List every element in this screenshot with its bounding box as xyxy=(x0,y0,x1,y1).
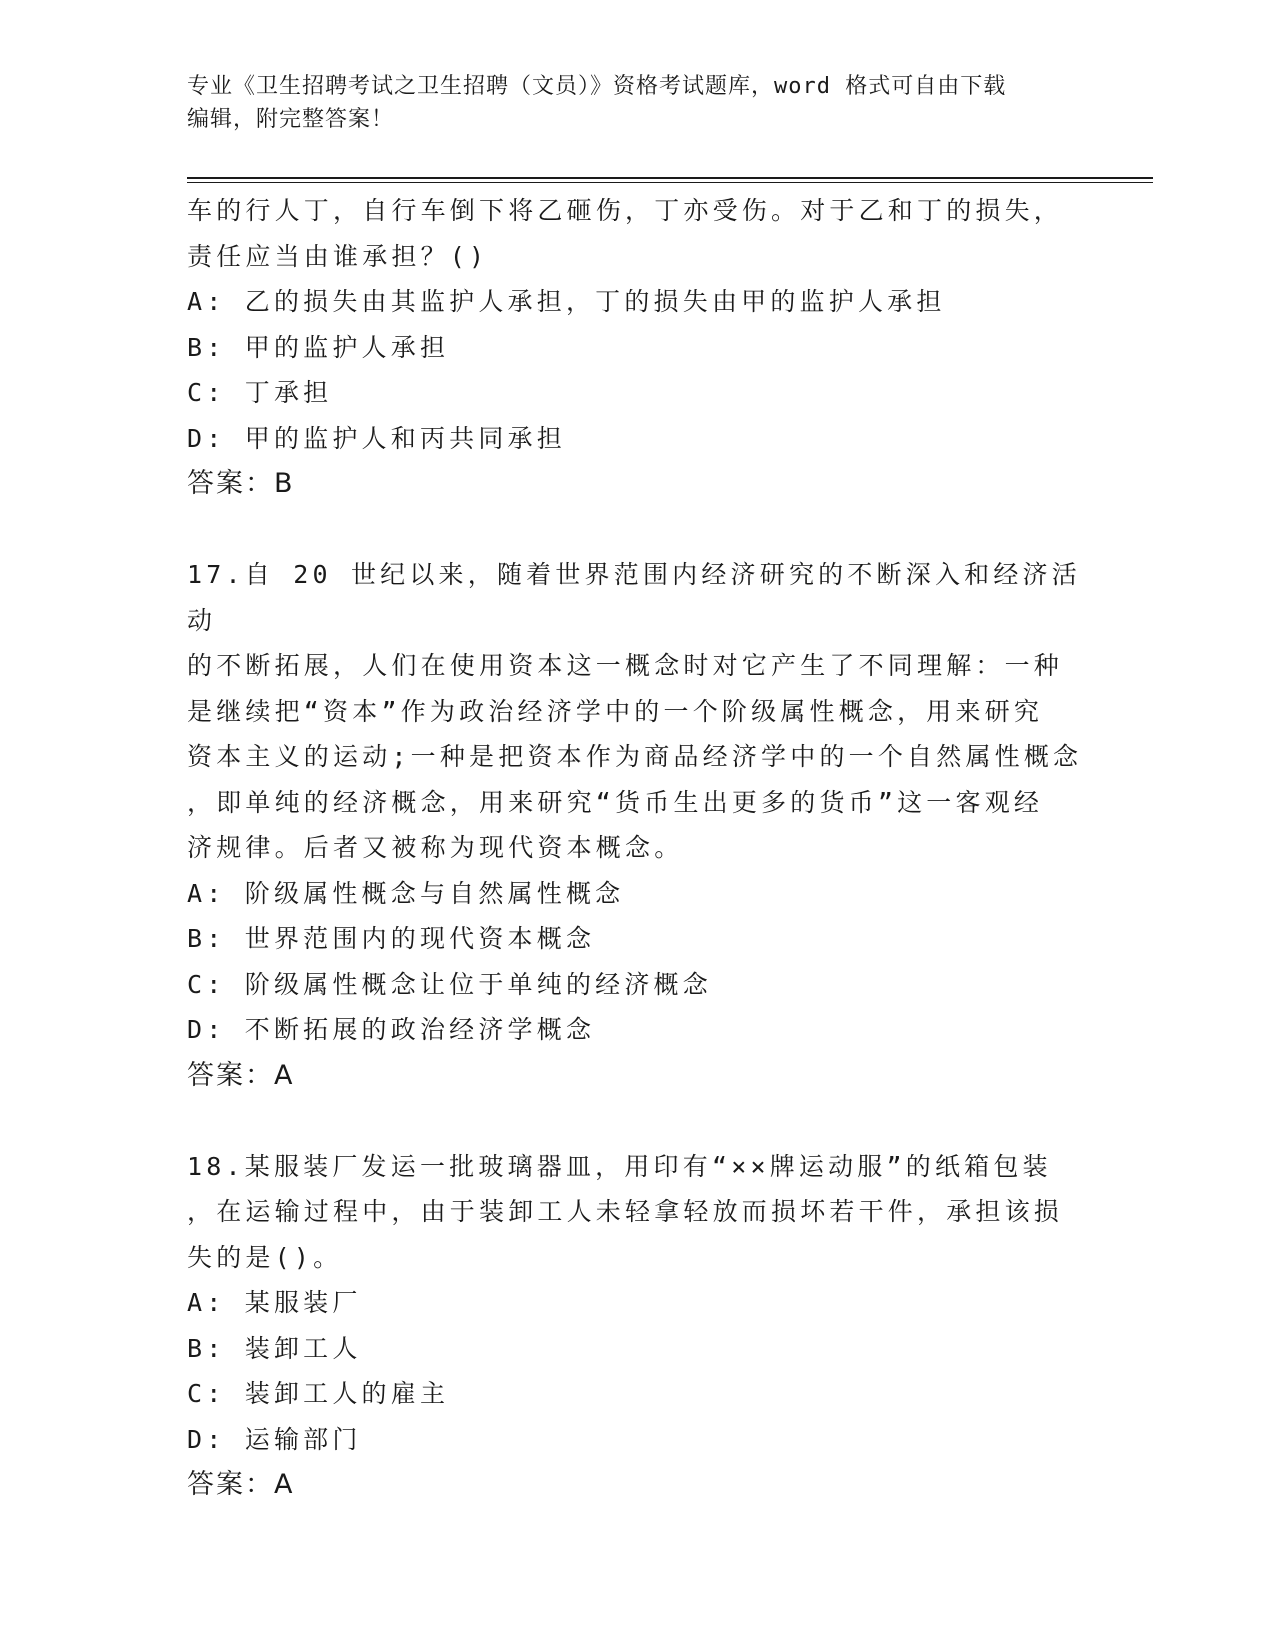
question-stem-line: ，在运输过程中，由于装卸工人未轻拿轻放而损坏若干件，承担该损 xyxy=(187,1197,1064,1226)
question-stem-line: 失的是()。 xyxy=(187,1242,343,1272)
question-stem-line: 18.某服装厂发运一批玻璃器皿，用印有“××牌运动服”的纸箱包装 xyxy=(187,1151,1052,1181)
question-stem-line: 的不断拓展，人们在使用资本这一概念时对它产生了不同理解：一种 xyxy=(187,651,1064,680)
question-list xyxy=(187,188,1087,1508)
option-a: A: 乙的损失由其监护人承担，丁的损失由甲的监护人承担 xyxy=(187,287,946,316)
header-line-1: 专业《卫生招聘考试之卫生招聘（文员）》资格考试题库，word 格式可自由下载 xyxy=(187,74,1007,99)
header-rule-thick xyxy=(187,177,1153,179)
option-a: A: 某服装厂 xyxy=(187,1288,362,1317)
option-c: C: 装卸工人的雇主 xyxy=(187,1379,450,1408)
question-18 xyxy=(187,1144,1087,1508)
header-rule-thin xyxy=(187,182,1153,183)
option-c: C: 阶级属性概念让位于单纯的经济概念 xyxy=(187,969,712,999)
option-d: D: 不断拓展的政治经济学概念 xyxy=(187,1015,596,1044)
answer-line: 答案：A xyxy=(187,1469,295,1500)
option-b: B: 装卸工人 xyxy=(187,1333,362,1363)
option-d: D: 运输部门 xyxy=(187,1424,362,1454)
question-stem-line: 车的行人丁，自行车倒下将乙砸伤，丁亦受伤。对于乙和丁的损失， xyxy=(187,196,1064,225)
header-line-2: 编辑，附完整答案！ xyxy=(187,107,395,132)
question-stem-line: 资本主义的运动;一种是把资本作为商品经济学中的一个自然属性概念 xyxy=(187,742,1083,771)
option-b: B: 世界范围内的现代资本概念 xyxy=(187,924,596,953)
option-a: A: 阶级属性概念与自然属性概念 xyxy=(187,878,625,908)
option-b: B: 甲的监护人承担 xyxy=(187,332,450,362)
answer-line: 答案：B xyxy=(187,468,295,499)
document-header xyxy=(187,70,1087,136)
question-stem-line: 责任应当由谁承担？() xyxy=(187,241,489,271)
question-stem-line: 17.自 20 世纪以来，随着世界范围内经济研究的不断深入和经济活动 xyxy=(187,560,1081,635)
question-stem-line: 济规律。后者又被称为现代资本概念。 xyxy=(187,833,684,862)
question-stem-line: ，即单纯的经济概念，用来研究“货币生出更多的货币”这一客观经 xyxy=(187,787,1044,817)
option-c: C: 丁承担 xyxy=(187,378,333,407)
question-16 xyxy=(187,188,1087,507)
question-17 xyxy=(187,552,1087,1098)
answer-line: 答案：A xyxy=(187,1059,295,1091)
option-d: D: 甲的监护人和丙共同承担 xyxy=(187,423,566,453)
question-stem-line: 是继续把“资本”作为政治经济学中的一个阶级属性概念，用来研究 xyxy=(187,696,1044,726)
